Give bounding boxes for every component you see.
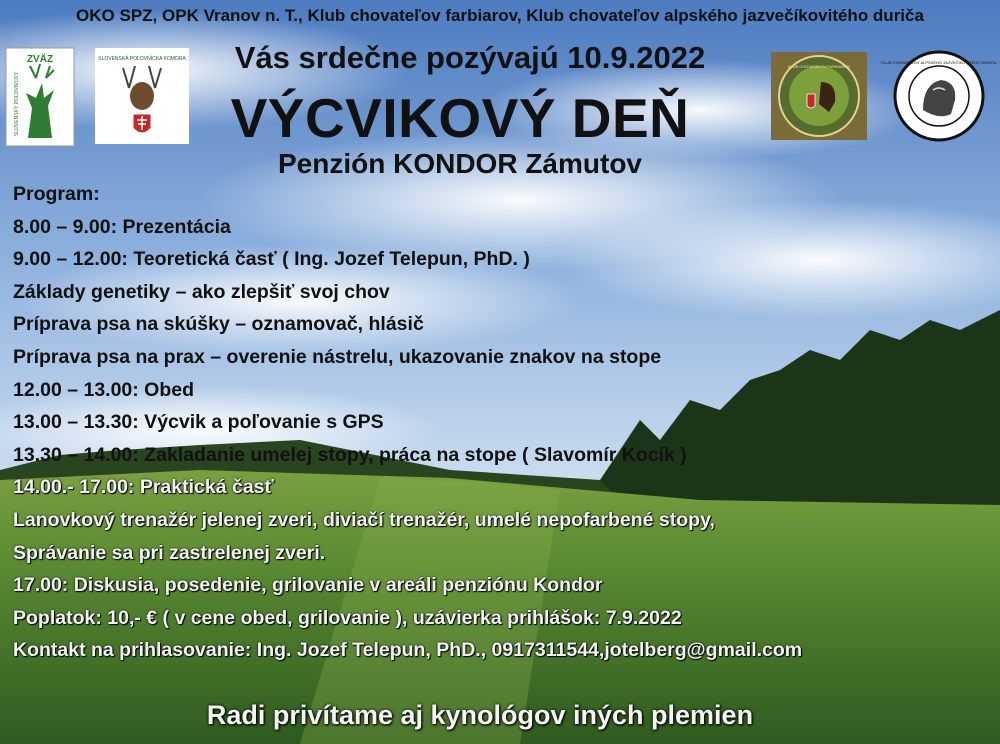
program-list bbox=[13, 178, 802, 667]
spz-logo-ring-text: SLOVENSKÝ POĽOVNÍCKY bbox=[14, 71, 20, 137]
program-item: Príprava psa na skúšky – oznamovač, hlásič bbox=[13, 313, 424, 336]
spz-logo-label: ZVÄZ bbox=[26, 54, 54, 65]
contact-line: Kontakt na prihlasovanie: Ing. Jozef Telepun, PhD., 0917311544,jotelberg@gmail.com bbox=[13, 639, 803, 662]
komora-logo-text: SLOVENSKÁ POĽOVNÍCKA KOMORA bbox=[98, 56, 186, 62]
invitation-line: Vás srdečne pozývajú 10.9.2022 bbox=[234, 40, 706, 75]
program-item: 14.00.- 17.00: Praktická časť bbox=[13, 476, 274, 499]
program-item: Správanie sa pri zastrelenej zveri. bbox=[13, 541, 326, 564]
duric-logo-text: KLUB CHOVATEĽOV ALPSKÉHO JAZVEČÍKOVITÉHO DURIČA bbox=[881, 60, 997, 65]
program-item: 17.00: Diskusia, posedenie, grilovanie v areáli penziónu Kondor bbox=[13, 574, 603, 597]
program-item: 9.00 – 12.00: Teoretická časť ( Ing. Jozef Telepun, PhD. ) bbox=[13, 248, 530, 271]
program-item: 13.00 – 13.30: Výcvik a poľovanie s GPS bbox=[13, 411, 384, 434]
farbiari-logo-text: KLUB CHOVATEĽOV FARBIAROV bbox=[787, 64, 851, 69]
fee-line: Poplatok: 10,- € ( v cene obed, grilovanie ), uzávierka prihlášok: 7.9.2022 bbox=[13, 606, 682, 629]
program-item: 12.00 – 13.00: Obed bbox=[13, 378, 195, 401]
program-heading: Program: bbox=[13, 183, 100, 205]
program-item: 13.30 – 14.00: Zakladanie umelej stopy, práca na stope ( Slavomír Kocík ) bbox=[13, 443, 687, 466]
organizers-header: OKO SPZ, OPK Vranov n. T., Klub chovateľov farbiarov, Klub chovateľov alpského jazvečíkovitého duriča bbox=[76, 6, 924, 25]
footer-welcome: Radi privítame aj kynológov iných plemien bbox=[206, 700, 754, 730]
program-item: Základy genetiky – ako zlepšiť svoj chov bbox=[13, 280, 390, 303]
page-title: VÝCVIKOVÝ DEŇ bbox=[230, 87, 690, 149]
program-item: Lanovkový trenažér jelenej zveri, diviačí trenažér, umelé nepofarbené stopy, bbox=[13, 508, 715, 531]
venue-name: Penzión KONDOR Zámutov bbox=[277, 148, 642, 179]
program-item: 8.00 – 9.00: Prezentácia bbox=[13, 215, 231, 238]
program-item: Príprava psa na prax – overenie nástrelu, ukazovanie znakov na stope bbox=[13, 345, 662, 368]
